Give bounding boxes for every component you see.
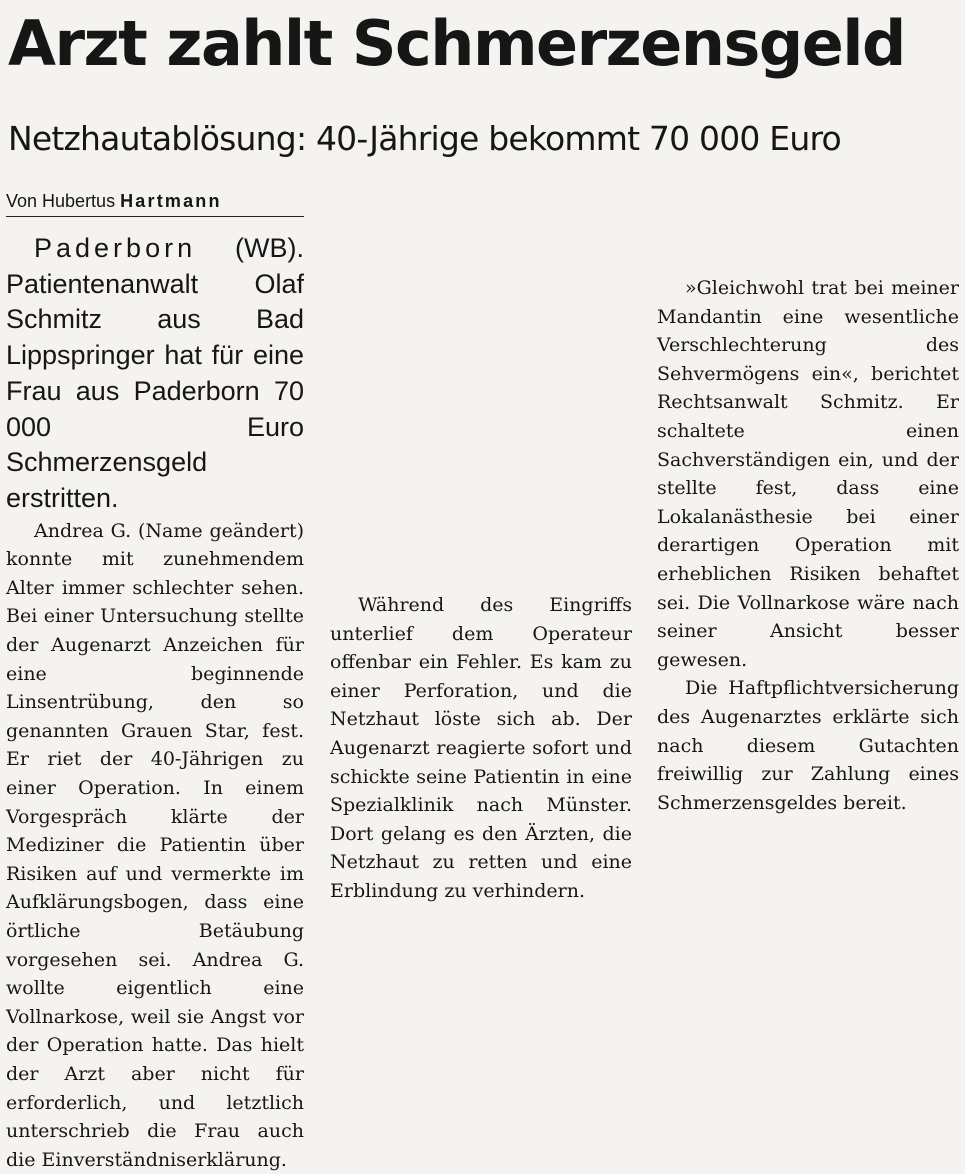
column-1: [6, 188, 304, 1174]
subheadline: Netzhautablösung: 40-Jährige bekommt 70 000 Euro: [8, 119, 841, 158]
lead-text: (WB). Patientenanwalt Olaf Schmitz aus Bad Lippspringer hat für eine Frau aus Paderborn 70 000 Euro Schmerzensgeld erstritten.: [6, 233, 304, 513]
byline-prefix: Von Hubertus: [6, 191, 121, 211]
paragraph-2: Während des Eingriffs unterlief dem Operateur offenbar ein Fehler. Es kam zu einer Perforation, und die Netzhaut löste sich ab. Der Augenarzt reagierte sofort und schickte seine Patientin in eine Spezialklinik nach Münster. Dort gelang es den Ärzten, die Netzhaut zu retten und eine Erblindung zu verhindern.: [330, 594, 632, 902]
column-2: [330, 188, 632, 906]
column-3: [657, 188, 959, 817]
paragraph-3: »Gleichwohl trat bei meiner Mandantin eine wesentliche Verschlechterung des Sehvermögens ein«, berichtet Rechtsanwalt Schmitz. Er schaltete einen Sachverständigen ein, und der stellte fest, dass eine Lokalanästhesie bei einer derartigen Operation mit erheblichen Risiken behaftet sei. Die Vollnarkose wäre nach seiner Ansicht besser gewesen.: [657, 277, 959, 671]
paragraph-1: Andrea G. (Name geändert) konnte mit zunehmendem Alter immer schlechter sehen. Bei einer Untersuchung stellte der Augenarzt Anzeichen für eine beginnende Linsentrübung, den so genannten Grauen Star, fest. Er riet der 40-Jährigen zu einer Operation. In einem Vorgespräch klärte der Mediziner die Patientin über Risiken auf und vermerkte im Aufklärungsbogen, dass eine örtliche Betäubung vorgesehen sei. Andrea G. wollte eigentlich eine Vollnarkose, weil sie Angst vor der Operation hatte. Das hielt der Arzt aber nicht für erforderlich, und letztlich unterschrieb die Frau auch die Einverständniserklärung.: [6, 519, 304, 1171]
paragraph-4: Die Haftpflichtversicherung des Augenarztes erklärte sich nach diesem Gutachten freiwillig zur Zahlung eines Schmerzensgeldes bereit.: [657, 677, 959, 814]
lead-place: Paderborn: [34, 233, 197, 263]
byline: [6, 188, 304, 217]
headline: Arzt zahlt Schmerzensgeld: [8, 7, 905, 80]
byline-surname: Hartmann: [120, 191, 222, 211]
lead-paragraph: [6, 231, 304, 517]
